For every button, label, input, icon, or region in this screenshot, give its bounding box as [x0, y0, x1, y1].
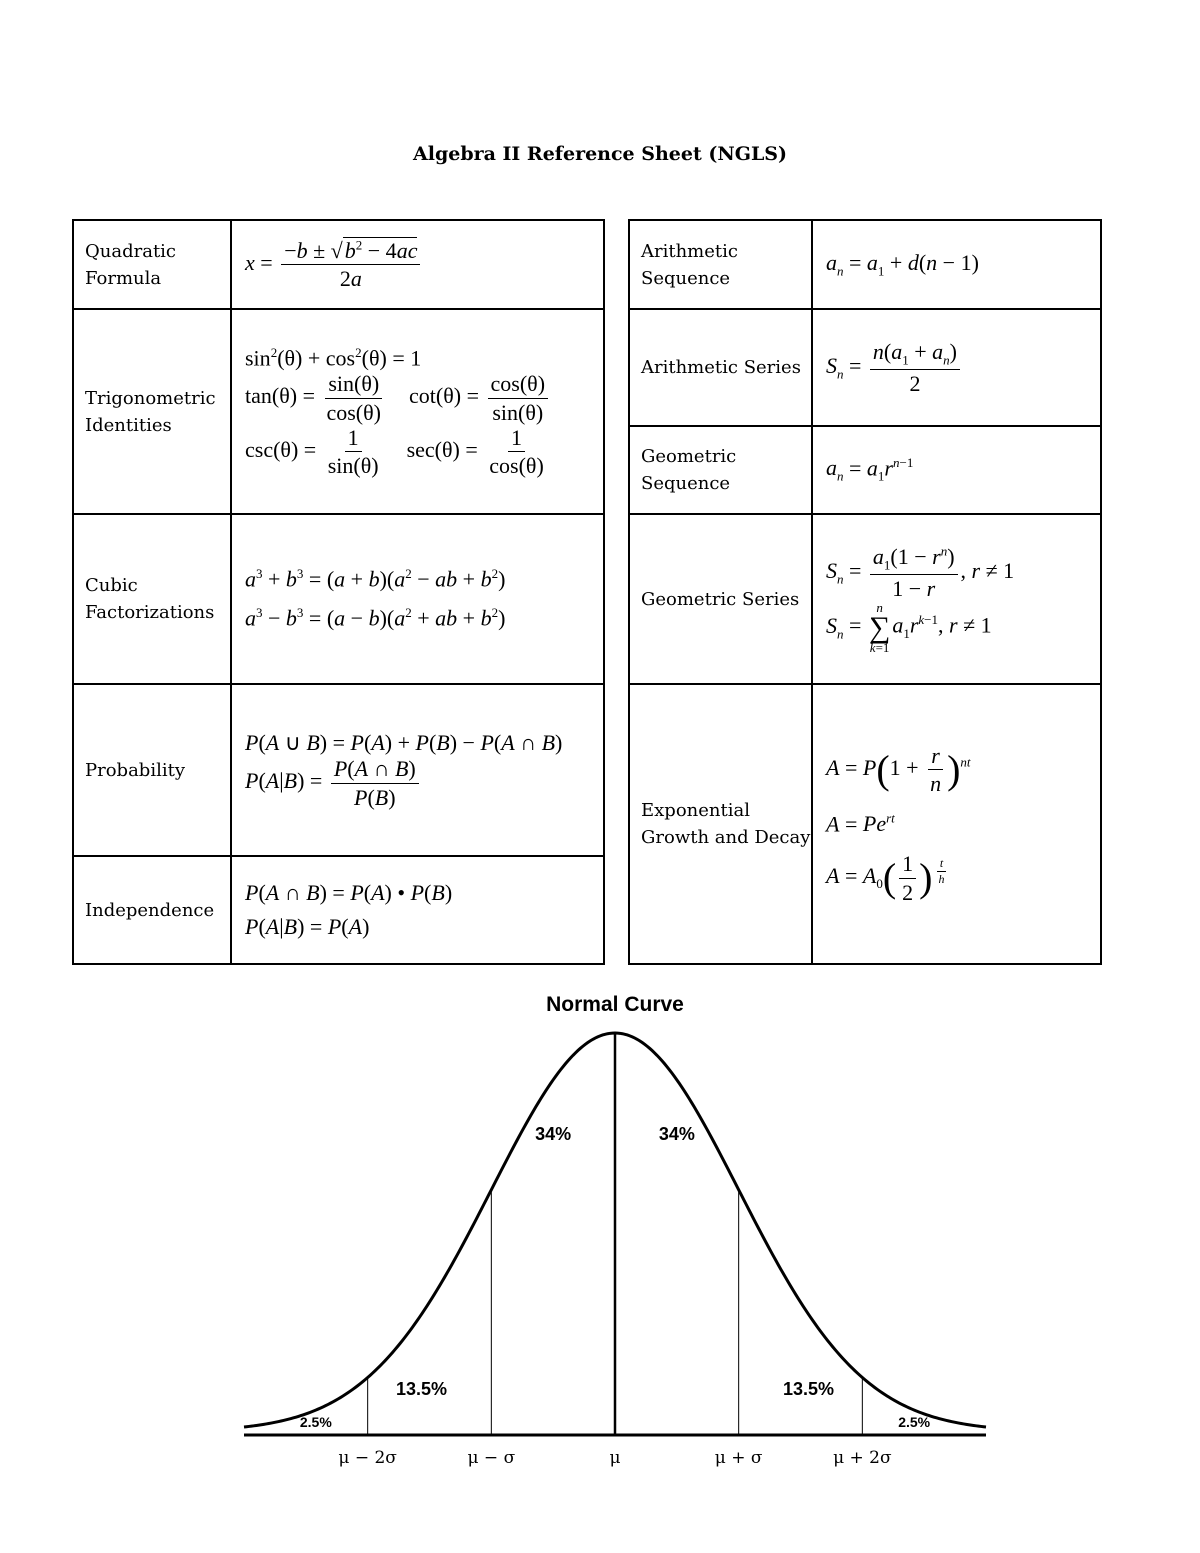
chart-title: Normal Curve	[546, 993, 684, 1016]
region-percent-label: 34%	[535, 1123, 572, 1144]
region-percent-label: 2.5%	[299, 1414, 332, 1430]
arith-series-label: Arithmetic Series	[629, 309, 812, 426]
exponential-formulas: A = P(1 + $\frac{r}{n}$ )$^{nt}$ $A = Pe^{rt}$ $A = A_0$( $\frac{1}{2}$ ) $^{\frac{t}{h}}$	[812, 684, 1101, 964]
x-tick-label: μ − σ	[467, 1448, 516, 1468]
quadratic-formula: x = $\frac{-b \pm √b^2 - 4ac}{2a}$	[231, 220, 604, 309]
cubic-label: Cubic Factorizations	[73, 514, 231, 684]
probability-formulas: P(A ∪ B) = P(A) + P(B) − P(A ∩ B) P(A|B) = $\frac{P(A \cap B)}{P(B)}$	[231, 684, 604, 856]
arith-series-row	[629, 309, 1101, 426]
region-percent-label: 13.5%	[782, 1379, 835, 1399]
left-formula-table	[72, 219, 605, 965]
independence-row	[73, 856, 604, 964]
region-percent-label: 13.5%	[395, 1379, 448, 1399]
region-percent-label: 2.5%	[898, 1414, 931, 1430]
geo-series-row	[629, 514, 1101, 684]
page-title: Algebra II Reference Sheet (NGLS)	[412, 143, 788, 165]
arith-series-formula: $S_n$ = $\frac{n(a_1 + a_n)}{2}$	[812, 309, 1101, 426]
trig-row	[73, 309, 604, 514]
probability-row	[73, 684, 604, 856]
cubic-formulas: $a^3 + b^3 = (a + b)(a^2$ − ab + $b^2$) $a^3 - b^3 = (a - b)(a^2$ + ab + $b^2$)	[231, 514, 604, 684]
arith-seq-label: Arithmetic Sequence	[629, 220, 812, 309]
independence-formulas: P(A ∩ B) = P(A) • P(B) P(A|B) = P(A)	[231, 856, 604, 964]
x-tick-label: μ + σ	[714, 1448, 763, 1468]
exponential-label: Exponential Growth and Decay	[629, 684, 812, 964]
quadratic-label: Quadratic Formula	[73, 220, 231, 309]
trig-label: Trigonometric Identities	[73, 309, 231, 514]
geo-seq-label: Geometric Sequence	[629, 426, 812, 514]
cubic-row	[73, 514, 604, 684]
right-formula-table	[628, 219, 1102, 965]
x-tick-label: μ + 2σ	[833, 1448, 892, 1468]
x-tick-label: μ	[609, 1448, 621, 1468]
independence-label: Independence	[73, 856, 231, 964]
normal-curve-chart	[230, 985, 1000, 1485]
geo-seq-row	[629, 426, 1101, 514]
geo-series-label: Geometric Series	[629, 514, 812, 684]
exponential-row	[629, 684, 1101, 964]
geo-seq-formula: $a_n = a_1r^{n-1}$	[812, 426, 1101, 514]
region-percent-label: 34%	[658, 1123, 695, 1144]
probability-label: Probability	[73, 684, 231, 856]
geo-series-formulas: $S_n$ = $\frac{a_1(1 - r^n)}{1 - r}$ , r ≠ 1 $S_n$ = n ∑ k=1 $a_1r^{k-1}$, r ≠ 1	[812, 514, 1101, 684]
quadratic-row	[73, 220, 604, 309]
trig-formulas: $\sin^2(\theta) + \cos^2(\theta) = 1$ tan(θ) = $\frac{\sin(\theta)}{\cos(\theta)}$ cot(θ) = $\frac{\cos(\theta)}{\sin(\theta)}$ csc(θ) = $\frac{1}{\sin(\theta)}$ sec(θ) = $\frac{1}{\cos(\theta)}$	[231, 309, 604, 514]
x-tick-label: μ − 2σ	[338, 1448, 397, 1468]
arith-seq-formula: $a_n = a_1 + d(n - 1)$	[812, 220, 1101, 309]
arith-seq-row	[629, 220, 1101, 309]
